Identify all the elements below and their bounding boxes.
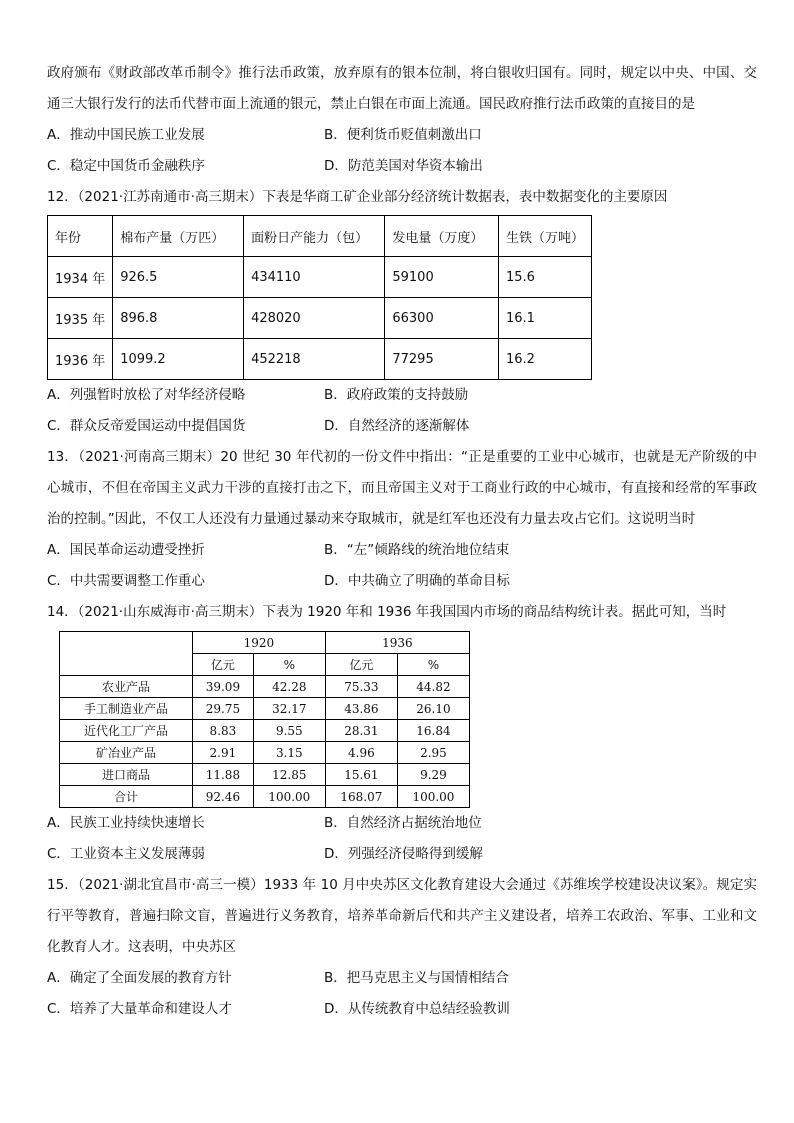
table-cell: 15.61 <box>325 764 397 786</box>
table-header-cell: 亿元 <box>325 654 397 676</box>
table-row <box>48 298 592 339</box>
table-cell: 43.86 <box>325 698 397 720</box>
q14-stem: 14．（2021·山东威海市·高三期末）下表为 1920 年和 1936 年我国国内市场的商品结构统计表。据此可知，当时 <box>47 604 727 620</box>
table-cell: 1935 年 <box>48 298 113 339</box>
table-row <box>60 720 470 742</box>
table-cell: 3.15 <box>253 742 325 764</box>
q11-option-d[interactable]: D．防范美国对华资本输出 <box>324 158 483 174</box>
q14-options-row-2 <box>47 839 757 870</box>
q14-option-c[interactable]: C．工业资本主义发展薄弱 <box>47 846 205 862</box>
q13-option-d[interactable]: D．中共确立了明确的革命目标 <box>324 573 510 589</box>
table-cell: 168.07 <box>325 786 397 808</box>
table-cell: 8.83 <box>193 720 254 742</box>
table-cell: 428020 <box>244 298 385 339</box>
table-header-cell: 年份 <box>48 216 113 257</box>
table-header-cell: 发电量（万度） <box>385 216 499 257</box>
q12-option-a[interactable]: A．列强暂时放松了对华经济侵略 <box>47 387 246 403</box>
table-cell: 1934 年 <box>48 257 113 298</box>
q11-stem: 政府颁布《财政部改革币制令》推行法币政策，放弃原有的银本位制，将白银收归国有。同时，规定以中央、中国、交通三大银行发行的法币代替市面上流通的银元，禁止白银在市面上流通。国民政府推行法币政策的直接目的是 <box>47 65 757 112</box>
table-header-cell: 面粉日产能力（包） <box>244 216 385 257</box>
table-cell: 12.85 <box>253 764 325 786</box>
table-row <box>60 698 470 720</box>
table-cell: 66300 <box>385 298 499 339</box>
table-header-cell: 生铁（万吨） <box>498 216 591 257</box>
table-header-cell: 亿元 <box>193 654 254 676</box>
q12-option-b[interactable]: B．政府政策的支持鼓励 <box>324 387 469 403</box>
table-row <box>48 339 592 380</box>
table-cell: 近代化工厂产品 <box>60 720 193 742</box>
q12-option-d[interactable]: D．自然经济的逐渐解体 <box>324 418 470 434</box>
q12-option-c[interactable]: C．群众反帝爱国运动中提倡国货 <box>47 418 246 434</box>
table-cell: 926.5 <box>113 257 244 298</box>
table-cell: 16.84 <box>397 720 469 742</box>
table-cell: 28.31 <box>325 720 397 742</box>
q14-option-a[interactable]: A．民族工业持续快速增长 <box>47 815 205 831</box>
table-header-year: 1936 <box>325 632 469 654</box>
q15-option-b[interactable]: B．把马克思主义与国情相结合 <box>324 970 509 986</box>
table-cell: 32.17 <box>253 698 325 720</box>
table-header-cell: % <box>397 654 469 676</box>
q15-options-row-2 <box>47 994 757 1025</box>
table-cell: 1936 年 <box>48 339 113 380</box>
table-cell: 29.75 <box>193 698 254 720</box>
q15-option-a[interactable]: A．确定了全面发展的教育方针 <box>47 970 232 986</box>
table-cell: 11.88 <box>193 764 254 786</box>
q14-options-row-1 <box>47 808 757 839</box>
q15-option-d[interactable]: D．从传统教育中总结经验教训 <box>324 1001 510 1017</box>
table-cell: 77295 <box>385 339 499 380</box>
table-header-row <box>60 632 470 654</box>
table-header-row <box>48 216 592 257</box>
table-cell: 1099.2 <box>113 339 244 380</box>
table-row <box>60 764 470 786</box>
table-cell: 896.8 <box>113 298 244 339</box>
table-cell: 15.6 <box>498 257 591 298</box>
table-cell: 9.29 <box>397 764 469 786</box>
table-cell: 75.33 <box>325 676 397 698</box>
q11-option-c[interactable]: C．稳定中国货币金融秩序 <box>47 158 205 174</box>
table-cell: 9.55 <box>253 720 325 742</box>
table-cell: 452218 <box>244 339 385 380</box>
q15-options-row-1 <box>47 963 757 994</box>
q11-option-a[interactable]: A．推动中国民族工业发展 <box>47 127 205 143</box>
q11-option-b[interactable]: B．便利货币贬值刺激出口 <box>324 127 482 143</box>
table-cell: 2.95 <box>397 742 469 764</box>
table-cell: 16.2 <box>498 339 591 380</box>
table-cell: 4.96 <box>325 742 397 764</box>
table-cell: 手工制造业产品 <box>60 698 193 720</box>
table-row <box>60 676 470 698</box>
table-header-cell <box>60 632 193 676</box>
table-row <box>60 742 470 764</box>
table-cell: 100.00 <box>253 786 325 808</box>
q12-options-row-1 <box>47 380 757 411</box>
q14-option-b[interactable]: B．自然经济占据统治地位 <box>324 815 482 831</box>
table-cell: 2.91 <box>193 742 254 764</box>
q14-table <box>59 631 470 808</box>
q13-option-a[interactable]: A．国民革命运动遭受挫折 <box>47 542 205 558</box>
q15-stem: 15．（2021·湖北宜昌市·高三一模）1933 年 10 月中央苏区文化教育建设大会通过《苏维埃学校建设决议案》。规定实行平等教育，普遍扫除文盲，普遍进行义务教育，培养革命新后代和共产主义建设者，培养工农政治、军事、工业和文化教育人才。这表明，中央苏区 <box>47 877 757 955</box>
table-cell: 进口商品 <box>60 764 193 786</box>
q11-options-row-1 <box>47 120 757 151</box>
table-cell: 42.28 <box>253 676 325 698</box>
q13-option-b[interactable]: B．“左”倾路线的统治地位结束 <box>324 542 510 558</box>
table-cell: 农业产品 <box>60 676 193 698</box>
q11-options-row-2 <box>47 151 757 182</box>
table-cell: 39.09 <box>193 676 254 698</box>
q15-option-c[interactable]: C．培养了大量革命和建设人才 <box>47 1001 232 1017</box>
table-row <box>48 257 592 298</box>
table-cell: 矿冶业产品 <box>60 742 193 764</box>
table-cell: 44.82 <box>397 676 469 698</box>
q12-options-row-2 <box>47 411 757 442</box>
q14-option-d[interactable]: D．列强经济侵略得到缓解 <box>324 846 483 862</box>
q12-stem: 12．（2021·江苏南通市·高三期末）下表是华商工矿企业部分经济统计数据表，表中数据变化的主要原因 <box>47 189 668 205</box>
q13-stem: 13．（2021·河南高三期末）20 世纪 30 年代初的一份文件中指出：“正是重要的工业中心城市，也就是无产阶级的中心城市，不但在帝国主义武力干涉的直接打击之下，而且帝国主义对于工商业行政的中心城市，有直接和经常的军事政治的控制。”因此，不仅工人还没有力量通过暴动来夺取城市，就是红军也还没有力量去攻占它们。这说明当时 <box>47 449 757 527</box>
q13-options-row-1 <box>47 535 757 566</box>
table-cell: 16.1 <box>498 298 591 339</box>
q13-options-row-2 <box>47 566 757 597</box>
exam-page <box>47 58 757 1025</box>
q13-option-c[interactable]: C．中共需要调整工作重心 <box>47 573 205 589</box>
table-cell: 434110 <box>244 257 385 298</box>
table-cell: 92.46 <box>193 786 254 808</box>
table-header-year: 1920 <box>193 632 326 654</box>
table-header-cell: % <box>253 654 325 676</box>
table-cell: 26.10 <box>397 698 469 720</box>
table-cell: 合计 <box>60 786 193 808</box>
table-cell: 100.00 <box>397 786 469 808</box>
table-cell: 59100 <box>385 257 499 298</box>
q12-table <box>47 215 592 380</box>
table-row <box>60 786 470 808</box>
table-header-cell: 棉布产量（万匹） <box>113 216 244 257</box>
